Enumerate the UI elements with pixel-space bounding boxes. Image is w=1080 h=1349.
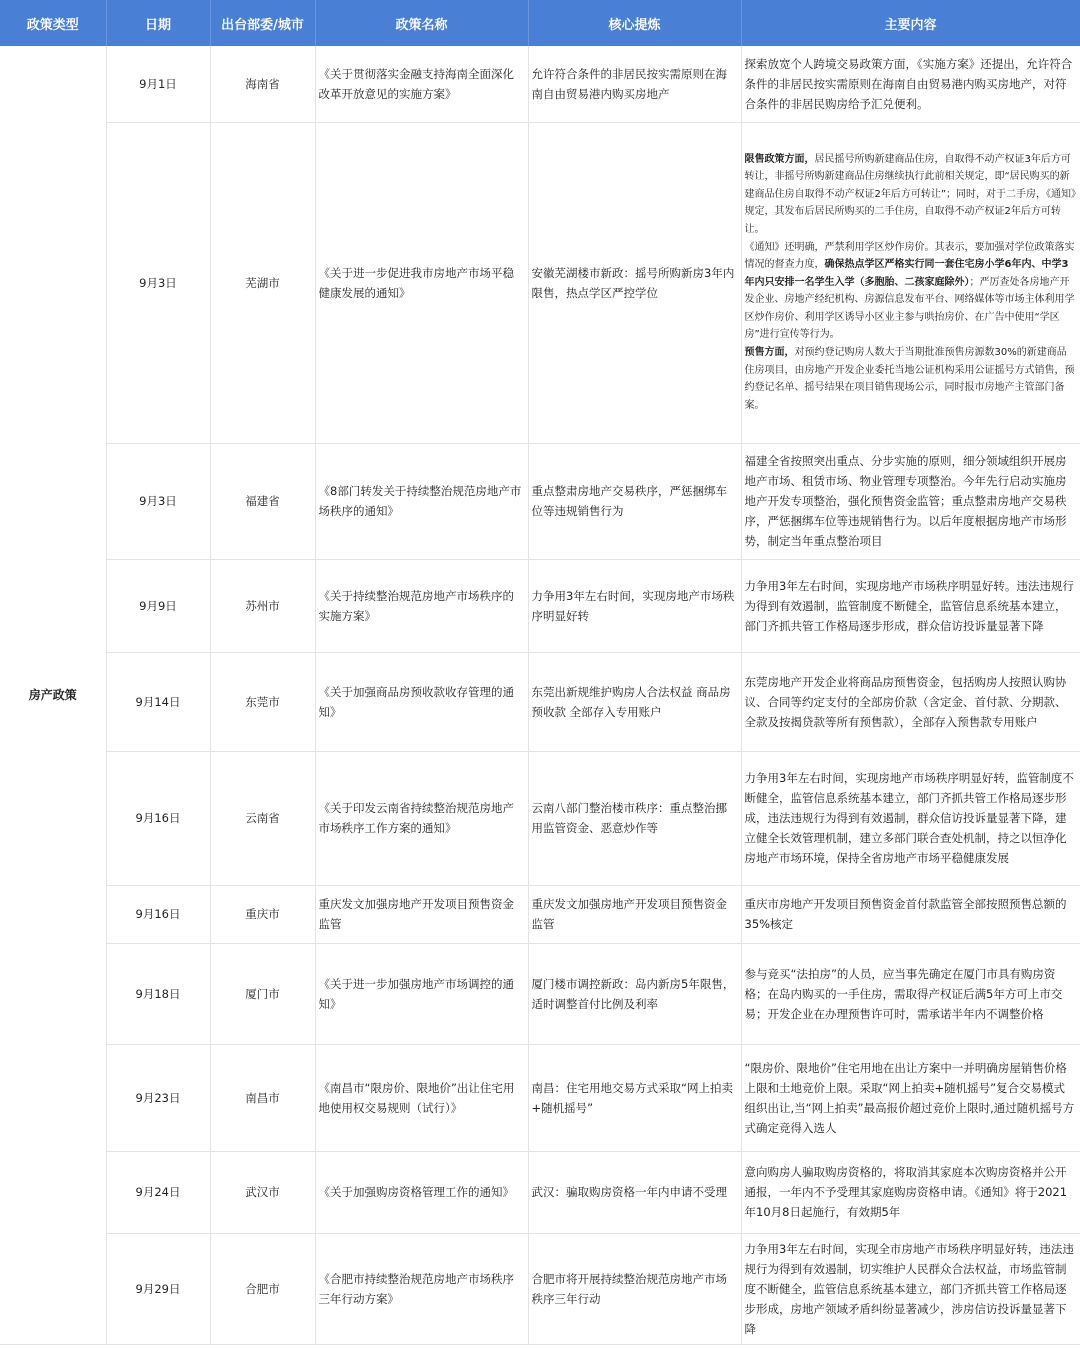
- summary-cell: 武汉：骗取购房资格一年内申请不受理: [528, 1151, 741, 1233]
- summary-cell: 重庆发文加强房地产开发项目预售资金监管: [528, 885, 741, 943]
- summary-cell: 安徽芜湖楼市新政：摇号所购新房3年内限售，热点学区严控学位: [528, 122, 741, 443]
- date-cell: 9月16日: [106, 751, 210, 885]
- content-emphasis: 限售政策方面，: [744, 153, 815, 165]
- content-cell: 意向购房人骗取购房资格的，将取消其家庭本次购房资格并公开通报，一年内不予受理其家庭购房资格申请。《通知》将于2021年10月8日起施行，有效期5年: [741, 1151, 1080, 1233]
- policy-name-cell: 重庆发文加强房地产开发项目预售资金监管: [315, 885, 528, 943]
- content-emphasis: 预售方面，: [744, 347, 795, 359]
- policy-name-cell: 《关于进一步加强房地产市场调控的通知》: [315, 943, 528, 1044]
- date-cell: 9月14日: [106, 652, 210, 751]
- content-text: ；严厉查处各房地产开发企业、房地产经纪机构、房源信息发布平台、网络媒体等市场主体利用学区炒作房价、利用学区诱导小区业主参与哄抬房价、在广告中使用“学区房”进行宣传等行为。: [744, 276, 1075, 341]
- city-cell: 云南省: [210, 751, 315, 885]
- table-row: [0, 751, 1080, 885]
- header-policy-type: 政策类型: [0, 0, 106, 46]
- content-cell: 东莞房地产开发企业将商品房预售资金，包括购房人按照认购协议、合同等约定支付的全部房价款（含定金、首付款、分期款、全款及按揭贷款等所有预售款），全部存入预售款专用账户: [741, 652, 1080, 751]
- table-row: [0, 885, 1080, 943]
- policy-name-cell: 《关于进一步促进我市房地产市场平稳健康发展的通知》: [315, 122, 528, 443]
- header-main-content: 主要内容: [741, 0, 1080, 46]
- policy-name-cell: 《8部门转发关于持续整治规范房地产市场秩序的通知》: [315, 443, 528, 559]
- summary-cell: 厦门楼市调控新政：岛内新房5年限售，适时调整首付比例及利率: [528, 943, 741, 1044]
- content-cell: 探索放宽个人跨境交易政策方面，《实施方案》还提出，允许符合条件的非居民按实需原则在海南自由贸易港内购买房地产，对符合条件的非居民购房给予汇兑便利。: [741, 46, 1080, 122]
- content-cell: 力争用3年左右时间，实现房地产市场秩序明显好转，监管制度不断健全，监管信息系统基本建立，部门齐抓共管工作格局逐步形成，违法违规行为得到有效遏制，群众信访投诉量显著下降，建立健全长效管理机制，建立多部门联合查处机制，持之以恒净化房地产市场环境，保持全省房地产市场平稳健康发展: [741, 751, 1080, 885]
- table-row: [0, 943, 1080, 1044]
- content-emphasis: 确保热点学区严格实行同一套住宅房小学6年内、中学3年内只安排一名学生入学（多胞胎、二孩家庭除外）: [744, 259, 1069, 288]
- header-date: 日期: [106, 0, 210, 46]
- table-row: [0, 46, 1080, 122]
- table-row: [0, 443, 1080, 559]
- policy-name-cell: 《南昌市“限房价、限地价”出让住宅用地使用权交易规则（试行）》: [315, 1044, 528, 1151]
- date-cell: 9月16日: [106, 885, 210, 943]
- date-cell: 9月24日: [106, 1151, 210, 1233]
- policy-name-cell: 《关于持续整治规范房地产市场秩序的实施方案》: [315, 559, 528, 652]
- date-cell: 9月29日: [106, 1233, 210, 1344]
- policy-name-cell: 《关于印发云南省持续整治规范房地产市场秩序工作方案的通知》: [315, 751, 528, 885]
- city-cell: 武汉市: [210, 1151, 315, 1233]
- policy-name-cell: 《关于加强商品房预收款收存管理的通知》: [315, 652, 528, 751]
- content-cell: “限房价、限地价”住宅用地在出让方案中一并明确房屋销售价格上限和土地竞价上限。采取“网上拍卖+随机摇号”复合交易模式组织出让,当“网上拍卖”最高报价超过竞价上限时,通过随机摇号方式确定竞得入选人: [741, 1044, 1080, 1151]
- city-cell: 南昌市: [210, 1044, 315, 1151]
- date-cell: 9月3日: [106, 443, 210, 559]
- date-cell: 9月9日: [106, 559, 210, 652]
- date-cell: 9月1日: [106, 46, 210, 122]
- content-cell: 重庆市房地产开发项目预售资金首付款监管全部按照预售总额的35%核定: [741, 885, 1080, 943]
- summary-cell: 合肥市将开展持续整治规范房地产市场秩序三年行动: [528, 1233, 741, 1344]
- city-cell: 东莞市: [210, 652, 315, 751]
- table-row: [0, 559, 1080, 652]
- table-header: [0, 0, 1080, 46]
- summary-cell: 力争用3年左右时间，实现房地产市场秩序明显好转: [528, 559, 741, 652]
- content-cell: 参与竞买“法拍房”的人员，应当事先确定在厦门市具有购房资格；在岛内购买的一手住房，需取得产权证后满5年方可上市交易；开发企业在办理预售许可时，需承诺半年内不调整价格: [741, 943, 1080, 1044]
- table-row: [0, 122, 1080, 443]
- header-core-summary: 核心提炼: [528, 0, 741, 46]
- city-cell: 重庆市: [210, 885, 315, 943]
- content-text: 对预约登记购房人数大于当期批准预售房源数30%的新建商品住房项目，由房地产开发企业委托当地公证机构采用公证摇号方式销售，预约登记名单、摇号结果在项目销售现场公示，同时报市房地产主管部门备案。: [744, 347, 1075, 411]
- date-cell: 9月23日: [106, 1044, 210, 1151]
- content-text: 居民摇号所购新建商品住房，自取得不动产权证3年后方可转让，非摇号所购新建商品住房继续执行此前相关规定，即“居民购买的新建商品住房自取得不动产权证2年后方可转让”；同时，对于二手房，《通知》规定，其发布后居民所购买的二手住房，自取得不动产权证2年后方可转让。: [744, 153, 1077, 235]
- city-cell: 海南省: [210, 46, 315, 122]
- content-cell: 力争用3年左右时间，实现全市房地产市场秩序明显好转，违法违规行为得到有效遏制，切实维护人民群众合法权益，市场监管制度不断健全，监管信息系统基本建立，部门齐抓共管工作格局逐步形成，房地产领域矛盾纠纷显著减少，涉房信访投诉量显著下降: [741, 1233, 1080, 1344]
- city-cell: 合肥市: [210, 1233, 315, 1344]
- date-cell: 9月18日: [106, 943, 210, 1044]
- city-cell: 芜湖市: [210, 122, 315, 443]
- summary-cell: 云南八部门整治楼市秩序：重点整治挪用监管资金、恶意炒作等: [528, 751, 741, 885]
- city-cell: 苏州市: [210, 559, 315, 652]
- city-cell: 厦门市: [210, 943, 315, 1044]
- table-row: [0, 1044, 1080, 1151]
- summary-cell: 重点整肃房地产交易秩序，严惩捆绑车位等违规销售行为: [528, 443, 741, 559]
- table-body: [0, 46, 1080, 1344]
- summary-cell: 东莞出新规维护购房人合法权益 商品房预收款 全部存入专用账户: [528, 652, 741, 751]
- table-row: [0, 1233, 1080, 1344]
- city-cell: 福建省: [210, 443, 315, 559]
- content-cell: [741, 122, 1080, 443]
- policy-name-cell: 《关于加强购房资格管理工作的通知》: [315, 1151, 528, 1233]
- header-policy-name: 政策名称: [315, 0, 528, 46]
- summary-cell: 南昌：住宅用地交易方式采取“网上拍卖+随机摇号”: [528, 1044, 741, 1151]
- table-row: [0, 1151, 1080, 1233]
- date-cell: 9月3日: [106, 122, 210, 443]
- policy-name-cell: 《合肥市持续整治规范房地产市场秩序三年行动方案》: [315, 1233, 528, 1344]
- content-text: 《通知》还明确，严禁利用学区炒作房价。其表示，要加强对学位政策落实情况的督查力度，: [744, 241, 1075, 271]
- content-cell: 力争用3年左右时间，实现房地产市场秩序明显好转。违法违规行为得到有效遏制，监管制度不断健全，监管信息系统基本建立，部门齐抓共管工作格局逐步形成，群众信访投诉量显著下降: [741, 559, 1080, 652]
- content-cell: 福建全省按照突出重点、分步实施的原则，细分领域组织开展房地产市场、租赁市场、物业管理专项整治。今年先行启动实施房地产开发专项整治，强化预售资金监管；重点整肃房地产交易秩序，严惩捆绑车位等违规销售行为。以后年度根据房地产市场形势，制定当年重点整治项目: [741, 443, 1080, 559]
- summary-cell: 允许符合条件的非居民按实需原则在海南自由贸易港内购买房地产: [528, 46, 741, 122]
- policy-name-cell: 《关于贯彻落实金融支持海南全面深化改革开放意见的实施方案》: [315, 46, 528, 122]
- table-row: [0, 652, 1080, 751]
- header-department-city: 出台部委/城市: [210, 0, 315, 46]
- policy-type-cell: 房产政策: [0, 46, 106, 1344]
